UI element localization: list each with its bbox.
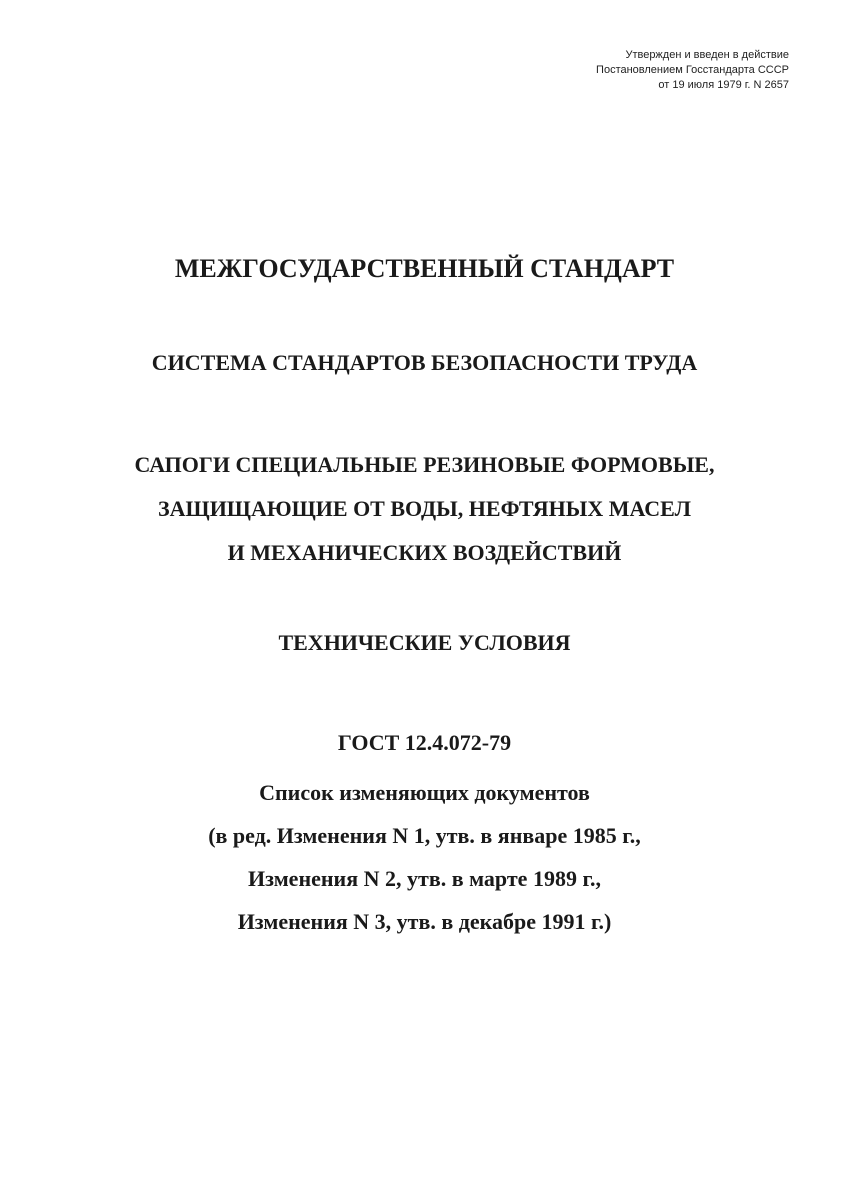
product-title-line-1: САПОГИ СПЕЦИАЛЬНЫЕ РЕЗИНОВЫЕ ФОРМОВЫЕ, [134, 452, 715, 477]
subtitle-heading: ТЕХНИЧЕСКИЕ УСЛОВИЯ [278, 630, 571, 655]
system-heading: СИСТЕМА СТАНДАРТОВ БЕЗОПАСНОСТИ ТРУДА [151, 350, 698, 375]
standard-type-heading: МЕЖГОСУДАРСТВЕННЫЙ СТАНДАРТ [174, 254, 675, 283]
gost-number: ГОСТ 12.4.072-79 [337, 730, 512, 755]
approval-note [596, 48, 789, 93]
product-title-line-3: И МЕХАНИЧЕСКИХ ВОЗДЕЙСТВИЙ [227, 540, 622, 565]
product-title [0, 443, 849, 575]
changes-title: Список изменяющих документов [259, 780, 590, 805]
change-line-3: Изменения N 3, утв. в декабре 1991 г.) [237, 909, 612, 934]
approval-line-1: Утвержден и введен в действие [625, 49, 789, 61]
approval-line-2: Постановлением Госстандарта СССР [596, 64, 789, 76]
change-line-1: (в ред. Изменения N 1, утв. в январе 1985 г., [208, 823, 641, 848]
approval-line-3: от 19 июля 1979 г. N 2657 [658, 79, 789, 91]
change-line-2: Изменения N 2, утв. в марте 1989 г., [248, 866, 601, 891]
product-title-line-2: ЗАЩИЩАЮЩИЕ ОТ ВОДЫ, НЕФТЯНЫХ МАСЕЛ [158, 496, 691, 521]
changes-list [0, 771, 849, 943]
